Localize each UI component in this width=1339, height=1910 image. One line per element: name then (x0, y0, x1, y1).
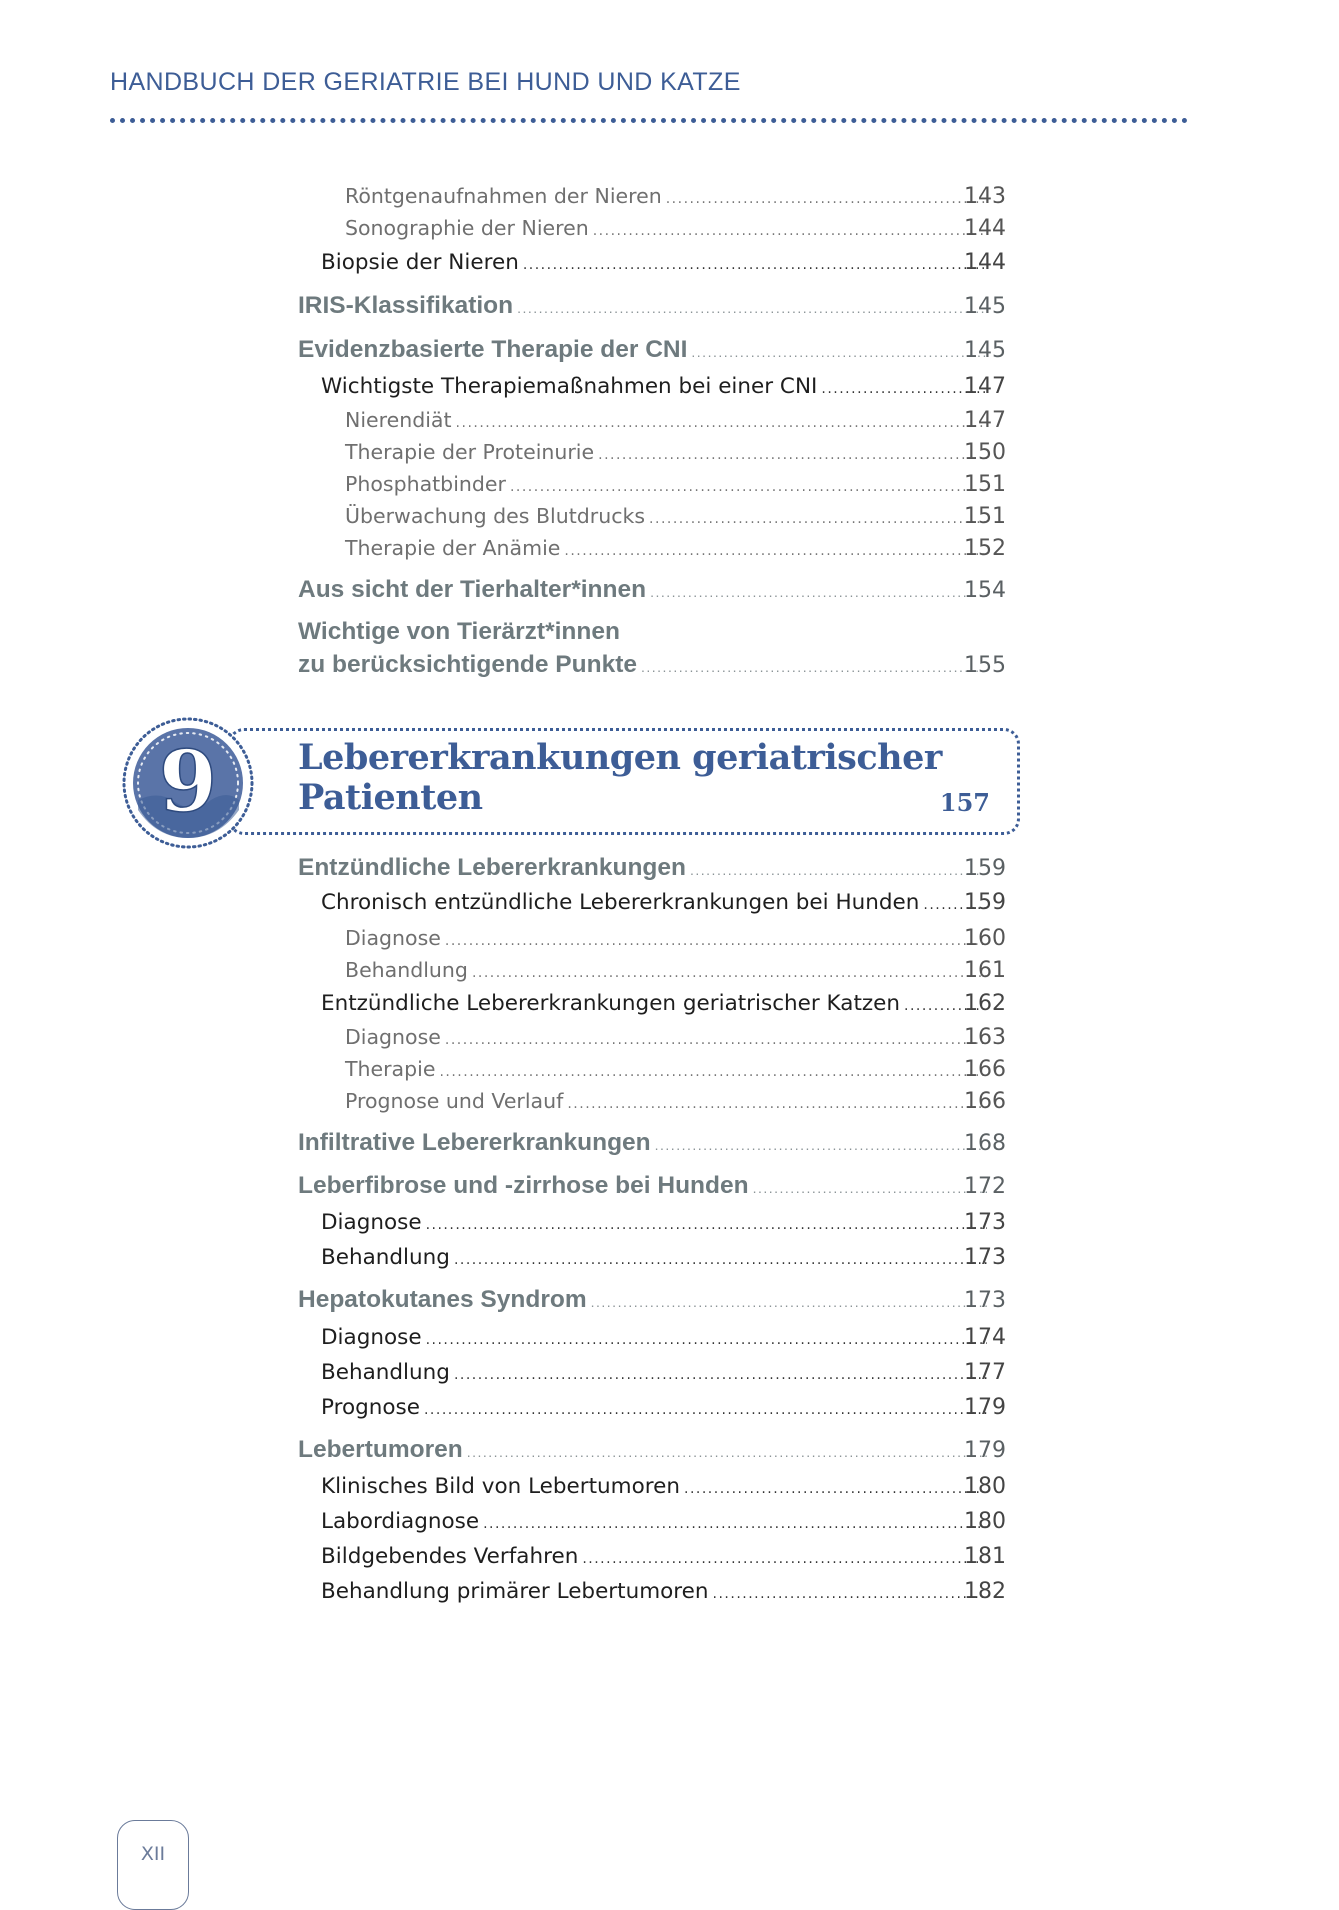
toc-page-number: 172 (964, 1174, 1006, 1199)
toc-page-number: 152 (964, 536, 1006, 561)
toc-entry[interactable] (0, 374, 1339, 408)
toc-leader-dots (666, 191, 987, 207)
toc-leader-dots (472, 965, 987, 981)
toc-entry[interactable] (0, 1544, 1339, 1578)
toc-entry[interactable] (0, 536, 1339, 570)
toc-page-number: 145 (964, 338, 1006, 363)
toc-entry[interactable] (0, 1509, 1339, 1543)
toc-entry-label: Sonographie der Nieren (345, 216, 589, 240)
toc-entry-label: Diagnose (345, 1025, 441, 1049)
toc-leader-dots (564, 543, 987, 559)
toc-page-number: 147 (964, 374, 1006, 399)
toc-entry[interactable] (0, 1025, 1339, 1059)
toc-entry-label: Entzündliche Lebererkrankungen geriatrischer Katzen (321, 991, 901, 1016)
chapter-title (298, 738, 942, 818)
toc-entry[interactable] (0, 1325, 1339, 1359)
toc-page-number: 173 (964, 1210, 1006, 1235)
toc-page-number: 160 (964, 926, 1006, 951)
toc-entry-label: IRIS-Klassifikation (298, 292, 514, 319)
toc-entry-label: Therapie der Proteinurie (345, 440, 595, 464)
toc-entry[interactable] (0, 1057, 1339, 1091)
toc-page-number: 159 (964, 856, 1006, 881)
toc-entry-label: Nierendiät (345, 408, 452, 432)
chapter-page-number: 157 (939, 788, 990, 817)
toc-leader-dots (445, 1032, 987, 1048)
toc-entry-label: Diagnose (321, 1210, 422, 1235)
toc-entry[interactable] (0, 991, 1339, 1025)
toc-leader-dots (691, 344, 987, 360)
toc-entry[interactable] (0, 1395, 1339, 1429)
toc-page-number: 159 (964, 890, 1006, 915)
toc-page-number: 166 (964, 1089, 1006, 1114)
toc-entry-label: Infiltrative Lebererkrankungen (298, 1129, 651, 1156)
toc-leader-dots (454, 1367, 987, 1383)
toc-page-number: 162 (964, 991, 1006, 1016)
toc-entry-label-line2: zu berücksichtigende Punkte (298, 651, 637, 678)
toc-leader-dots (684, 1481, 987, 1497)
toc-entry-label: Hepatokutanes Syndrom (298, 1286, 587, 1313)
toc-leader-dots (456, 415, 987, 431)
toc-entry-label: Behandlung (321, 1360, 450, 1385)
chapter-title-line1: Lebererkrankungen geriatrischer (298, 737, 942, 778)
header-dotted-rule (110, 118, 1188, 123)
toc-entry-label: Diagnose (321, 1325, 422, 1350)
toc-leader-dots (593, 223, 987, 239)
toc-entry-label: Entzündliche Lebererkrankungen (298, 854, 686, 881)
chapter-number: 9 (158, 732, 218, 831)
toc-entry-label: Aus sicht der Tierhalter*innen (298, 576, 647, 603)
toc-entry-label-line1: Wichtige von Tierärzt*innen (298, 618, 620, 645)
toc-entry[interactable] (0, 958, 1339, 992)
toc-entry-label: Behandlung primärer Lebertumoren (321, 1579, 709, 1604)
toc-entry-label: Prognose und Verlauf (345, 1089, 564, 1113)
toc-entry[interactable] (0, 250, 1339, 284)
toc-entry[interactable] (0, 854, 1339, 888)
toc-page-number: 151 (964, 472, 1006, 497)
toc-entry-two-line[interactable] (0, 618, 1339, 688)
toc-page-number: 144 (964, 250, 1006, 275)
toc-entry-label: Röntgenaufnahmen der Nieren (345, 184, 662, 208)
toc-page-number: 155 (964, 653, 1006, 678)
toc-page-number: 150 (964, 440, 1006, 465)
toc-page-number: 163 (964, 1025, 1006, 1050)
toc-leader-dots (426, 1332, 987, 1348)
toc-leader-dots (598, 447, 987, 463)
toc-leader-dots (517, 300, 987, 316)
toc-entry-label: Biopsie der Nieren (321, 250, 519, 275)
toc-entry-label: Klinisches Bild von Lebertumoren (321, 1474, 680, 1499)
toc-entry[interactable] (0, 890, 1339, 924)
toc-entry[interactable] (0, 336, 1339, 370)
toc-page-number: 181 (964, 1544, 1006, 1569)
toc-page-number: 168 (964, 1131, 1006, 1156)
chapter-number-badge (119, 714, 257, 852)
toc-entry-label: Therapie der Anämie (345, 536, 561, 560)
toc-page-number: 174 (964, 1325, 1006, 1350)
toc-entry-label: Therapie (345, 1057, 436, 1081)
toc-entry[interactable] (0, 1089, 1339, 1123)
toc-page-number: 179 (964, 1438, 1006, 1463)
toc-page-number: 173 (964, 1245, 1006, 1270)
toc-leader-dots (690, 862, 987, 878)
toc-leader-dots (426, 1217, 987, 1233)
toc-entry[interactable] (0, 472, 1339, 506)
toc-entry-label: Diagnose (345, 926, 441, 950)
toc-leader-dots (467, 1444, 987, 1460)
toc-leader-dots (445, 933, 987, 949)
folio-page-number: XII (140, 1843, 166, 1865)
toc-leader-dots (439, 1064, 987, 1080)
toc-page-number: 147 (964, 408, 1006, 433)
toc-page-number: 143 (964, 184, 1006, 209)
toc-leader-dots (655, 1137, 987, 1153)
toc-leader-dots (641, 659, 987, 675)
toc-entry[interactable] (0, 926, 1339, 960)
toc-entry-label: Lebertumoren (298, 1436, 463, 1463)
toc-leader-dots (649, 511, 987, 527)
chapter-title-line2: Patienten (298, 777, 483, 818)
toc-leader-dots (424, 1402, 987, 1418)
toc-leader-dots (483, 1516, 987, 1532)
toc-page-number: 154 (964, 578, 1006, 603)
toc-entry[interactable] (0, 408, 1339, 442)
toc-entry-label: Behandlung (321, 1245, 450, 1270)
toc-entry-label: Chronisch entzündliche Lebererkrankungen bei Hunden (321, 890, 920, 915)
toc-leader-dots (510, 479, 987, 495)
toc-entry[interactable] (0, 1129, 1339, 1163)
toc-entry-label: Evidenzbasierte Therapie der CNI (298, 336, 688, 363)
toc-entry[interactable] (0, 184, 1339, 218)
toc-leader-dots (523, 257, 987, 273)
toc-entry-label: Wichtigste Therapiemaßnahmen bei einer CNI (321, 374, 818, 399)
toc-entry[interactable] (0, 1360, 1339, 1394)
toc-page-number: 180 (964, 1474, 1006, 1499)
toc-entry[interactable] (0, 1436, 1339, 1470)
toc-entry-label: Prognose (321, 1395, 420, 1420)
toc-entry-label: Leberfibrose und -zirrhose bei Hunden (298, 1172, 749, 1199)
toc-leader-dots (454, 1252, 987, 1268)
toc-entry[interactable] (0, 1210, 1339, 1244)
toc-leader-dots (567, 1096, 987, 1112)
toc-leader-dots (591, 1294, 987, 1310)
toc-entry[interactable] (0, 440, 1339, 474)
toc-page-number: 161 (964, 958, 1006, 983)
toc-entry-label: Labordiagnose (321, 1509, 480, 1534)
toc-entry[interactable] (0, 1579, 1339, 1613)
toc-entry[interactable] (0, 576, 1339, 610)
toc-page-number: 180 (964, 1509, 1006, 1534)
toc-entry[interactable] (0, 292, 1339, 326)
toc-page-number: 144 (964, 216, 1006, 241)
toc-page-number: 173 (964, 1288, 1006, 1313)
toc-entry-label: Überwachung des Blutdrucks (345, 504, 646, 528)
running-head-title: HANDBUCH DER GERIATRIE BEI HUND UND KATZE (110, 68, 741, 96)
toc-entry[interactable] (0, 216, 1339, 250)
toc-entry[interactable] (0, 504, 1339, 538)
toc-leader-dots (582, 1551, 987, 1567)
toc-page-number: 166 (964, 1057, 1006, 1082)
folio-tab (117, 1820, 189, 1910)
toc-leader-dots (650, 584, 987, 600)
toc-entry-label: Bildgebendes Verfahren (321, 1544, 579, 1569)
toc-page-number: 145 (964, 294, 1006, 319)
toc-entry[interactable] (0, 1286, 1339, 1320)
toc-entry[interactable] (0, 1245, 1339, 1279)
toc-page-number: 182 (964, 1579, 1006, 1604)
toc-entry[interactable] (0, 1172, 1339, 1206)
toc-page-number: 151 (964, 504, 1006, 529)
toc-page-number: 177 (964, 1360, 1006, 1385)
toc-page-number: 179 (964, 1395, 1006, 1420)
toc-entry-label: Behandlung (345, 958, 468, 982)
toc-entry[interactable] (0, 1474, 1339, 1508)
toc-entry-label: Phosphatbinder (345, 472, 506, 496)
